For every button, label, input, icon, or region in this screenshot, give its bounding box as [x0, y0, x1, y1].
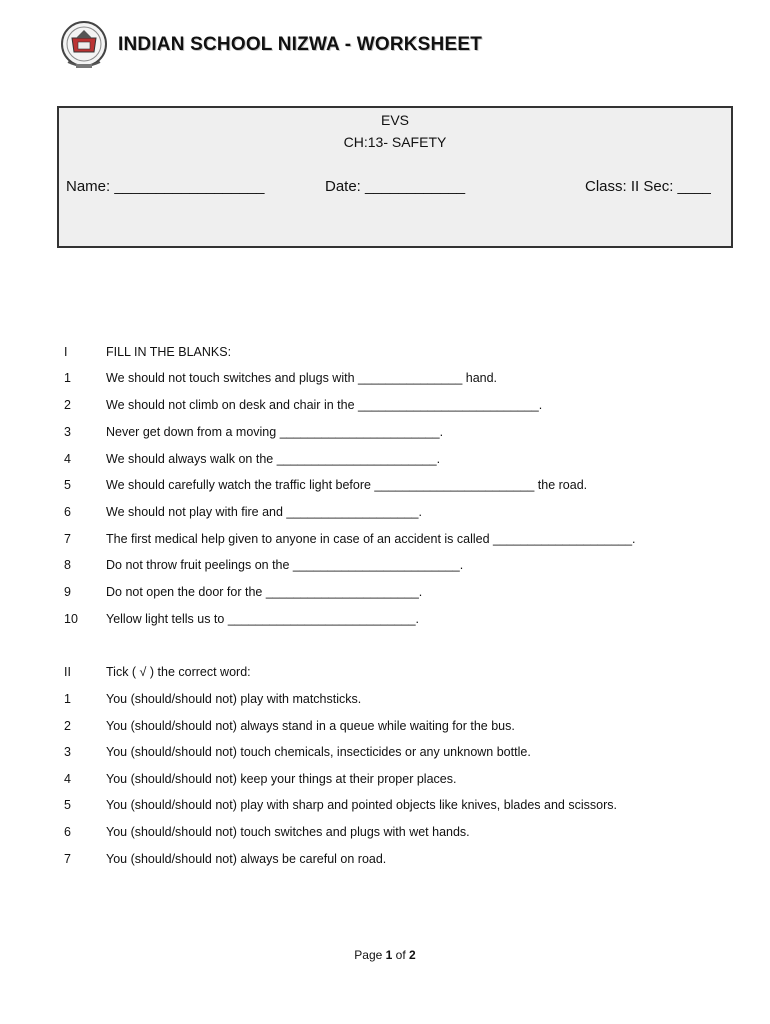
question-number: 5 — [64, 478, 71, 492]
worksheet-header — [60, 18, 580, 78]
question-number: 10 — [64, 612, 78, 626]
school-crest-logo — [60, 18, 108, 74]
question-text: The first medical help given to anyone in case of an accident is called ____________________. — [106, 532, 636, 546]
question-text: We should always walk on the _______________________. — [106, 452, 441, 466]
question-number: 9 — [64, 585, 71, 599]
page-footer — [0, 948, 770, 962]
question-text: We should not touch switches and plugs with _______________ hand. — [106, 371, 498, 385]
question-number: 7 — [64, 852, 71, 866]
question-text: You (should/should not) keep your things at their proper places. — [106, 772, 457, 786]
section-title: FILL IN THE BLANKS: — [106, 345, 232, 359]
section-number: I — [64, 345, 68, 359]
question-number: 6 — [64, 505, 71, 519]
section-title: Tick ( √ ) the correct word: — [106, 665, 251, 679]
page-word: Page — [354, 948, 383, 962]
question-number: 2 — [64, 719, 71, 733]
page-current-number: 1 — [385, 948, 393, 962]
question-text: We should not play with fire and ___________________. — [106, 505, 422, 519]
question-number: 3 — [64, 745, 71, 759]
question-number: 4 — [64, 452, 71, 466]
question-text: You (should/should not) always be careful on road. — [106, 852, 387, 866]
worksheet-title: INDIAN SCHOOL NIZWA - WORKSHEET — [118, 34, 483, 55]
question-number: 7 — [64, 532, 71, 546]
question-number: 4 — [64, 772, 71, 786]
question-number: 1 — [64, 371, 71, 385]
page-total-number: 2 — [409, 948, 416, 962]
question-text: Do not open the door for the ______________________. — [106, 585, 423, 599]
question-number: 5 — [64, 798, 71, 812]
question-text: You (should/should not) play with matchsticks. — [106, 692, 362, 706]
question-number: 6 — [64, 825, 71, 839]
question-text: Never get down from a moving _______________________. — [106, 425, 444, 439]
subject-label: EVS — [380, 112, 409, 128]
question-text: You (should/should not) touch switches and plugs with wet hands. — [106, 825, 470, 839]
question-number: 8 — [64, 558, 71, 572]
question-text: Do not throw fruit peelings on the ________________________. — [106, 558, 464, 572]
date-field: Date: ____________ — [325, 178, 466, 195]
class-section-field: Class: II Sec: ____ — [585, 178, 711, 195]
name-field: Name: __________________ — [66, 178, 265, 195]
question-text: You (should/should not) always stand in a queue while waiting for the bus. — [106, 719, 515, 733]
question-text: We should carefully watch the traffic light before _______________________ the road. — [106, 478, 588, 492]
student-info-box — [57, 106, 733, 248]
question-number: 1 — [64, 692, 71, 706]
question-text: Yellow light tells us to ___________________________. — [106, 612, 420, 626]
question-number: 2 — [64, 398, 71, 412]
of-word: of — [395, 948, 406, 962]
question-text: We should not climb on desk and chair in the __________________________. — [106, 398, 543, 412]
question-text: You (should/should not) touch chemicals, insecticides or any unknown bottle. — [106, 745, 531, 759]
question-text: You (should/should not) play with sharp and pointed objects like knives, blades and scissors. — [106, 798, 617, 812]
section-number: II — [64, 665, 71, 679]
question-number: 3 — [64, 425, 71, 439]
chapter-label: CH:13- SAFETY — [343, 134, 447, 150]
